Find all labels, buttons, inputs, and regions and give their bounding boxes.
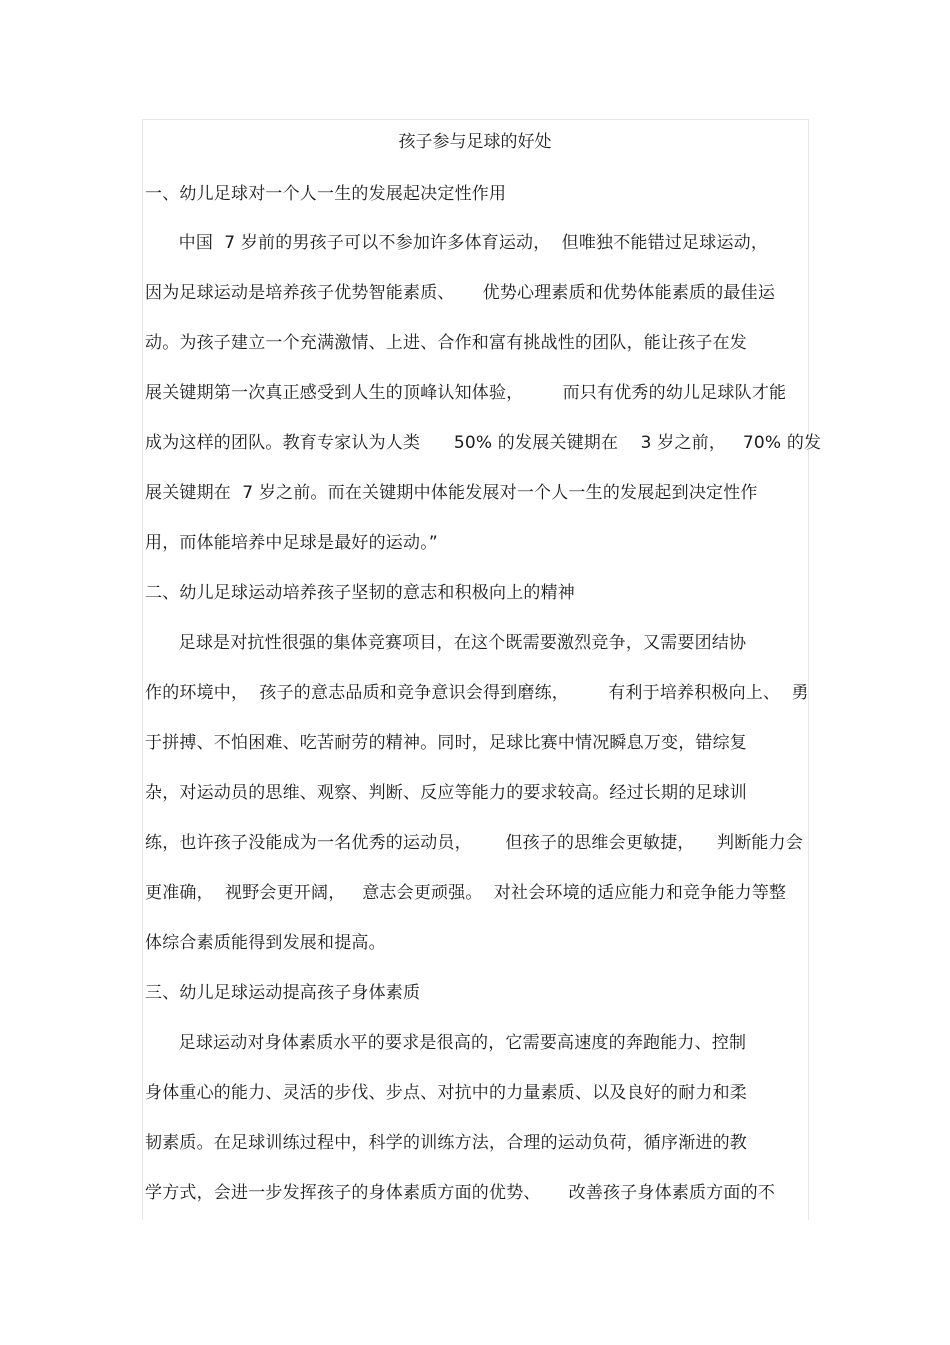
paragraph-line: 用，而体能培养中足球是最好的运动。” <box>145 533 438 553</box>
paragraph-line: 足球是对抗性很强的集体竞赛项目，在这个既需要激烈竞争，又需要团结协 <box>145 633 747 653</box>
paragraph-line: 学方式，会进一步发挥孩子的身体素质方面的优势、 改善孩子身体素质方面的不 <box>145 1183 776 1203</box>
paragraph-line: 杂，对运动员的思维、观察、判断、反应等能力的要求较高。经过长期的足球训 <box>145 783 747 803</box>
section-heading-2: 二、幼儿足球运动培养孩子坚韧的意志和积极向上的精神 <box>145 583 575 603</box>
section-heading-1: 一、幼儿足球对一个人一生的发展起决定性作用 <box>145 184 507 204</box>
paragraph-line: 更准确， 视野会更开阔， 意志会更顽强。 对社会环境的适应能力和竞争能力等整 <box>145 883 787 903</box>
paragraph-line: 于拼搏、不怕困难、吃苦耐劳的精神。同时，足球比赛中情况瞬息万变，错综复 <box>145 733 747 753</box>
paragraph-line: 动。为孩子建立一个充满激情、上进、合作和富有挑战性的团队，能让孩子在发 <box>145 333 747 353</box>
paragraph-line: 练，也许孩子没能成为一名优秀的运动员， 但孩子的思维会更敏捷， 判断能力会 <box>145 833 804 853</box>
document-title: 孩子参与足球的好处 <box>398 132 552 152</box>
section-heading-3: 三、幼儿足球运动提高孩子身体素质 <box>145 983 421 1003</box>
paragraph-line: 作的环境中， 孩子的意志品质和竞争意识会得到磨练， 有利于培养积极向上、 勇 <box>145 683 809 703</box>
paragraph-line: 因为足球运动是培养孩子优势智能素质、 优势心理素质和优势体能素质的最佳运 <box>145 283 776 303</box>
paragraph-line: 成为这样的团队。教育专家认为人类 50% 的发展关键期在 3 岁之前， 70% 的发 <box>145 433 822 453</box>
paragraph-line: 韧素质。在足球训练过程中，科学的训练方法，合理的运动负荷，循序渐进的教 <box>145 1133 747 1153</box>
paragraph-line: 展关键期第一次真正感受到人生的顶峰认知体验， 而只有优秀的幼儿足球队才能 <box>145 383 787 403</box>
paragraph-line: 体综合素质能得到发展和提高。 <box>145 933 386 953</box>
paragraph-line: 足球运动对身体素质水平的要求是很高的，它需要高速度的奔跑能力、控制 <box>145 1033 747 1053</box>
paragraph-line: 身体重心的能力、灵活的步伐、步点、对抗中的力量素质、以及良好的耐力和柔 <box>145 1083 747 1103</box>
paragraph-line: 展关键期在 7 岁之前。而在关键期中体能发展对一个人一生的发展起到决定性作 <box>145 483 758 503</box>
paragraph-line: 中国 7 岁前的男孩子可以不参加许多体育运动， 但唯独不能错过足球运动， <box>145 233 769 253</box>
